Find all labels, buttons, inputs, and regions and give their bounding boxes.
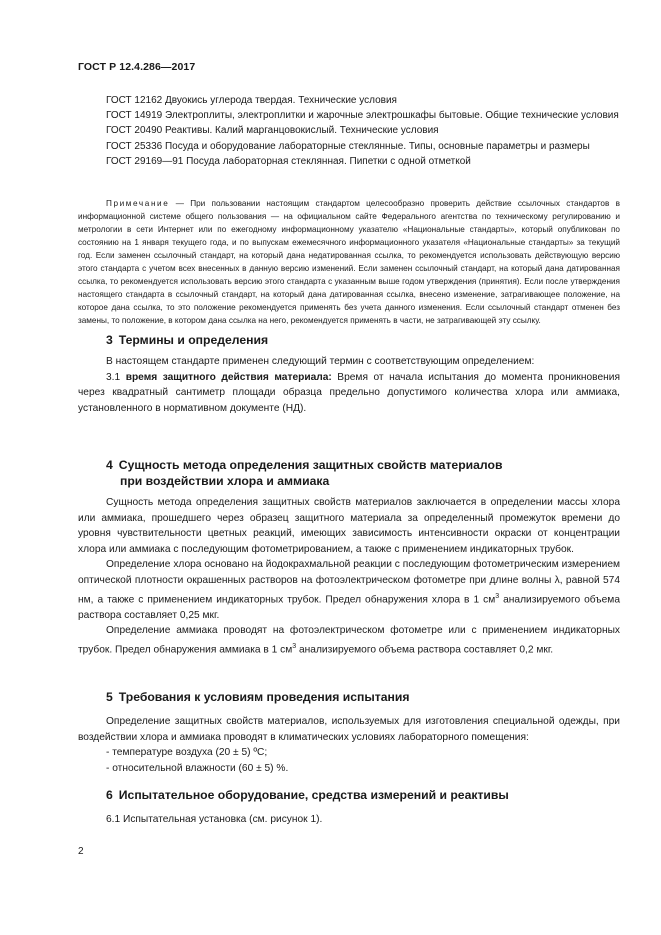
paragraph: 6.1 Испытательная установка (см. рисунок 1). bbox=[106, 814, 323, 825]
reference-item: ГОСТ 20490 Реактивы. Калий марганцовокислый. Технические условия bbox=[106, 125, 439, 137]
section-number: 4 bbox=[106, 458, 113, 472]
section-5-body bbox=[78, 714, 620, 776]
term: время защитного действия материала: bbox=[125, 371, 332, 383]
section-title: Требования к условиям проведения испытания bbox=[118, 690, 410, 704]
section-3-body bbox=[78, 354, 620, 416]
note-text: — При пользовании настоящим стандартом целесообразно проверить действие ссылочных стандартов в информационной системе общего пользования — на официальном сайте Федерального агентства по техническому регулированию и метрологии в сети Интернет или по ежегодному информационному указателю «Национальные стандарты», который опубликован по состоянию на 1 января текущего года, и по выпускам ежемесячного информационного указателя «Национальные стандарты» за текущий год. Если заменен ссылочный стандарт, на который дана недатированная ссылка, то рекомендуется использовать действующую версию этого стандарта с учетом всех внесенных в данную версию изменений. Если заменен ссылочный стандарт, на который дана датированная ссылка, то рекомендуется использовать версию этого стандарта с указанным выше годом утверждения (принятия). Если после утверждения настоящего стандарта в ссылочный стандарт, на который дана датированная ссылка, внесено изменение, затрагивающее положение, на которое дана ссылка, то это положение рекомендуется применять без учета данного изменения. Если ссылочный стандарт отменен без замены, то положение, в котором дана ссылка на него, рекомендуется применять в части, не затрагивающей эту ссылку. bbox=[78, 199, 620, 325]
section-number: 5 bbox=[106, 690, 113, 704]
section-6-heading bbox=[106, 787, 509, 803]
superscript: 3 bbox=[292, 642, 297, 650]
section-6-body bbox=[78, 812, 620, 828]
list-item: - относительной влажности (60 ± 5) %. bbox=[106, 762, 289, 774]
reference-item: ГОСТ 25336 Посуда и оборудование лабораторные стеклянные. Типы, основные параметры и размеры bbox=[106, 140, 590, 152]
document-header: ГОСТ Р 12.4.286—2017 bbox=[78, 61, 196, 73]
section-4-heading bbox=[106, 457, 502, 489]
section-number: 3 bbox=[106, 333, 113, 347]
reference-item: ГОСТ 12162 Двуокись углерода твердая. Технические условия bbox=[106, 95, 397, 106]
page-number: 2 bbox=[78, 846, 84, 857]
section-title: Термины и определения bbox=[118, 333, 269, 347]
superscript: 3 bbox=[495, 592, 500, 600]
list-item: - температуре воздуха (20 ± 5) ºС; bbox=[106, 747, 268, 759]
section-5-heading bbox=[106, 689, 410, 705]
paragraph-text: Определение хлора основано на йодокрахмальной реакции с последующим фотометрическим измерением оптической плотности окрашенных растворов на фотоэлектрическом фотометре при длине волны λ, равной 574 нм, а также с применением индикаторных трубок. Предел обнаружения хлора в 1 см bbox=[78, 559, 620, 605]
paragraph: Сущность метода определения защитных свойств материалов заключается в определении массы хлора или аммиака, прошедшего через образец защитного материала за определенный промежуток времени до уровня чувствительности цветных реакций, имеющих зависимость интенсивности окраски от концентрации хлора или аммиака с последующим фотометрированием, а также с применением индикаторных трубок. bbox=[78, 497, 620, 555]
references-note bbox=[78, 197, 620, 327]
section-number: 6 bbox=[106, 788, 113, 802]
term-number: 3.1 bbox=[106, 371, 121, 383]
definition: Время от начала испытания до момента проникновения через квадратный сантиметр площади образца предельно допустимого количества хлора или аммиака, установленного в нормативном документе (НД). bbox=[78, 371, 620, 414]
paragraph: Определение защитных свойств материалов, используемых для изготовления специальной одежды, при воздействии хлора и аммиака проводят в климатических условиях лабораторного помещения: bbox=[78, 716, 620, 743]
paragraph bbox=[78, 557, 620, 623]
paragraph: В настоящем стандарте применен следующий термин с соответствующим определением: bbox=[106, 356, 535, 367]
paragraph-text: анализируемого объема раствора составляет 0,25 мкг. bbox=[78, 593, 620, 621]
reference-item: ГОСТ 29169—91 Посуда лабораторная стеклянная. Пипетки с одной отметкой bbox=[106, 155, 471, 167]
paragraph-text: анализируемого объема раствора составляет 0,2 мкг. bbox=[296, 644, 554, 656]
note-label: Примечание bbox=[106, 199, 170, 208]
paragraph-text: Определение аммиака проводят на фотоэлектрическом фотометре или с применением индикаторных трубок. Предел обнаружения аммиака в 1 см bbox=[78, 625, 620, 656]
section-title-line1: Сущность метода определения защитных свойств материалов bbox=[118, 458, 503, 472]
paragraph bbox=[78, 623, 620, 658]
section-title-line2: при воздействии хлора и аммиака bbox=[120, 474, 330, 488]
section-3-heading bbox=[106, 332, 268, 348]
normative-references-list bbox=[78, 93, 620, 169]
reference-item: ГОСТ 14919 Электроплиты, электроплитки и жарочные электрошкафы бытовые. Общие технические условия bbox=[106, 110, 619, 122]
section-4-body bbox=[78, 495, 620, 658]
term-definition bbox=[78, 370, 620, 417]
section-title: Испытательное оборудование, средства измерений и реактивы bbox=[118, 788, 509, 802]
